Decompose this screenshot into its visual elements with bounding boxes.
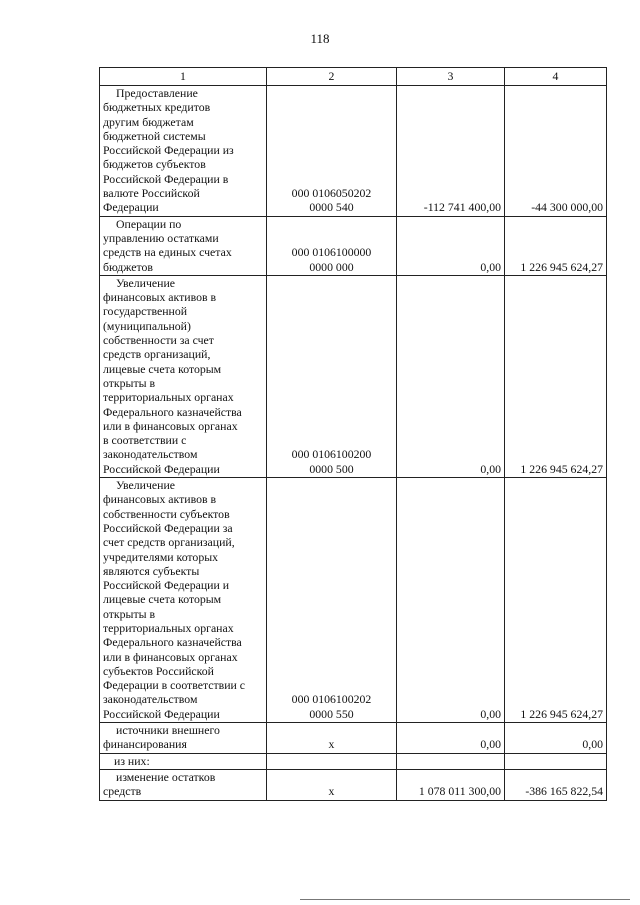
row-name-line: бюджетов субъектов (103, 157, 206, 172)
row-name-cell (100, 769, 267, 800)
row-name-line: финансирования (103, 737, 187, 752)
row-name-line: финансовых активов в (103, 492, 217, 507)
table-row (100, 769, 607, 800)
row-name-line: Федерального казначейства (103, 635, 242, 650)
row-code-line: 000 0106050202 (291, 186, 372, 201)
row-name-line: Федерации в соответствии с (103, 678, 246, 693)
row-name-line: из них: (114, 753, 150, 768)
row-code-line: 000 0106100202 (291, 692, 372, 707)
table-row (100, 753, 607, 769)
row-name-line: счет средств организаций, (103, 535, 235, 550)
row-code-cell (267, 753, 397, 769)
row-value-col4: -386 165 822,54 (505, 769, 607, 800)
row-name-cell (100, 216, 267, 275)
row-code-cell (267, 275, 397, 477)
row-name-line: Увеличение (116, 478, 175, 493)
row-name-line: или в финансовых органах (103, 418, 238, 433)
row-value-col3: 1 078 011 300,00 (397, 769, 505, 800)
row-name-line: Федерации (103, 200, 159, 215)
table-row (100, 216, 607, 275)
budget-sources-table (99, 67, 607, 801)
column-header: 1 (100, 68, 267, 86)
row-code-cell (267, 478, 397, 723)
table-row (100, 86, 607, 217)
row-code-line: х (328, 737, 335, 752)
row-code-cell (267, 769, 397, 800)
row-code-cell (267, 216, 397, 275)
row-name-line: лицевые счета которым (103, 361, 222, 376)
row-value-col3 (397, 753, 505, 769)
row-name-line: являются субъекты (103, 563, 200, 578)
table-row (100, 275, 607, 477)
row-value-col3: 0,00 (397, 275, 505, 477)
row-value-col4: -44 300 000,00 (505, 86, 607, 217)
row-value-col3: 0,00 (397, 723, 505, 754)
row-name-line: Федерального казначейства (103, 404, 242, 419)
row-value-col4 (505, 753, 607, 769)
row-name-line: законодательством (103, 692, 198, 707)
row-name-line: Российской Федерации из (103, 143, 234, 158)
page-number: 118 (310, 31, 330, 46)
row-name-cell (100, 723, 267, 754)
row-name-line: собственности субъектов (103, 506, 230, 521)
row-value-col4: 1 226 945 624,27 (505, 216, 607, 275)
row-name-line: бюджетной системы (103, 128, 206, 143)
row-name-line: Российской Федерации за (103, 520, 233, 535)
row-value-col4: 1 226 945 624,27 (505, 478, 607, 723)
row-name-line: средств на единых счетах (103, 245, 232, 260)
row-value-col3: 0,00 (397, 216, 505, 275)
row-name-cell (100, 478, 267, 723)
row-name-line: Предоставление (116, 86, 198, 100)
row-name-line: Российской Федерации (103, 706, 220, 721)
row-code-line: 0000 540 (309, 200, 354, 215)
row-name-line: изменение остатков (116, 769, 216, 784)
row-name-cell (100, 86, 267, 217)
row-name-line: средств организаций, (103, 347, 211, 362)
row-name-line: или в финансовых органах (103, 649, 238, 664)
row-name-line: управлению остатками (103, 230, 219, 245)
row-value-col3: -112 741 400,00 (397, 86, 505, 217)
row-name-line: финансовых активов в (103, 290, 217, 305)
row-name-line: Операции по (116, 216, 182, 231)
row-name-line: бюджетов (103, 259, 153, 274)
table-row (100, 723, 607, 754)
column-header: 2 (267, 68, 397, 86)
row-name-line: территориальных органах (103, 390, 234, 405)
row-name-line: лицевые счета которым (103, 592, 222, 607)
row-name-line: Российской Федерации в (103, 171, 229, 186)
row-name-line: Увеличение (116, 275, 175, 290)
row-name-line: открыты в (103, 606, 156, 621)
row-value-col4: 0,00 (505, 723, 607, 754)
row-name-line: территориальных органах (103, 620, 234, 635)
row-code-line: 0000 000 (309, 259, 354, 274)
row-name-cell (100, 753, 267, 769)
row-name-line: открыты в (103, 375, 156, 390)
column-header: 3 (397, 68, 505, 86)
row-name-line: бюджетных кредитов (103, 100, 211, 115)
row-code-cell (267, 723, 397, 754)
row-name-line: (муниципальной) (103, 318, 191, 333)
row-name-line: в соответствии с (103, 433, 187, 448)
table-header-row (100, 68, 607, 86)
row-name-cell (100, 275, 267, 477)
row-code-cell (267, 86, 397, 217)
row-code-line: 000 0106100200 (291, 447, 372, 462)
row-name-line: государственной (103, 304, 188, 319)
row-name-line: Российской Федерации и (103, 578, 230, 593)
row-code-line: 000 0106100000 (291, 245, 372, 260)
row-value-col3: 0,00 (397, 478, 505, 723)
row-name-line: субъектов Российской (103, 663, 214, 678)
row-code-line: 0000 550 (309, 706, 354, 721)
scan-artifact-line (300, 899, 630, 900)
column-header: 4 (505, 68, 607, 86)
row-name-line: валюте Российской (103, 186, 200, 201)
row-name-line: источники внешнего (116, 723, 220, 738)
row-code-line: х (328, 784, 335, 799)
row-value-col4: 1 226 945 624,27 (505, 275, 607, 477)
row-name-line: средств (103, 784, 142, 799)
row-name-line: учредителями которых (103, 549, 219, 564)
row-name-line: собственности за счет (103, 333, 214, 348)
row-code-line: 0000 500 (309, 461, 354, 476)
row-name-line: Российской Федерации (103, 461, 220, 476)
table-row (100, 478, 607, 723)
row-name-line: другим бюджетам (103, 114, 194, 129)
row-name-line: законодательством (103, 447, 198, 462)
